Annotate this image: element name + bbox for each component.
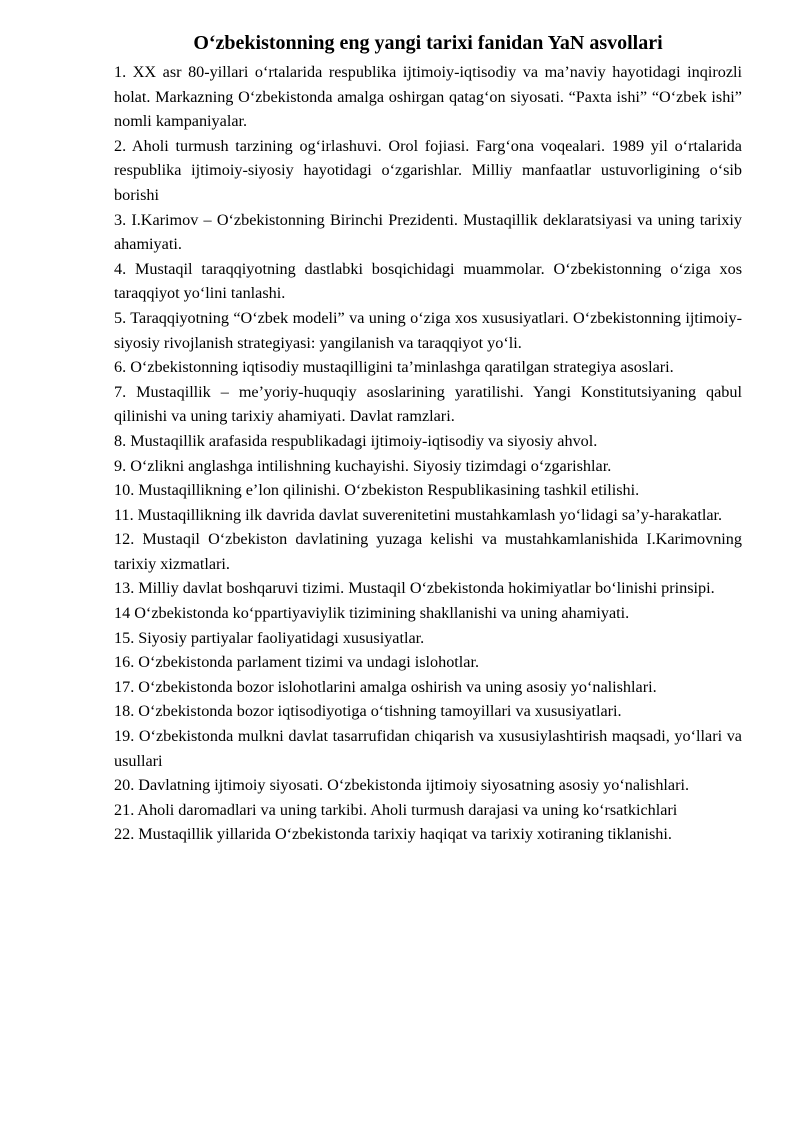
question-list [114,60,742,847]
question-item: 19. O‘zbekistonda mulkni davlat tasarrufidan chiqarish va xususiylashtirish maqsadi, yo‘llari va usullari [114,727,742,770]
question-item: 10. Mustaqillikning e’lon qilinishi. O‘zbekiston Respublikasining tashkil etilishi. [114,481,640,500]
question-item: 16. O‘zbekistonda parlament tizimi va undagi islohotlar. [114,653,480,672]
question-item: 18. O‘zbekistonda bozor iqtisodiyotiga o‘tishning tamoyillari va xususiyatlari. [114,702,622,721]
question-item: 12. Mustaqil O‘zbekiston davlatining yuzaga kelishi va mustahkamlanishida I.Karimovning tarixiy xizmatlari. [114,530,742,573]
question-item: 4. Mustaqil taraqqiyotning dastlabki bosqichidagi muammolar. O‘zbekistonning o‘ziga xos taraqqiyot yo‘lini tanlashi. [114,259,742,303]
question-item: 15. Siyosiy partiyalar faoliyatidagi xususiyatlar. [114,628,425,647]
question-item: 17. O‘zbekistonda bozor islohotlarini amalga oshirish va uning asosiy yo‘nalishlari. [114,677,657,696]
question-item: 6. O‘zbekistonning iqtisodiy mustaqilligini ta’minlashga qaratilgan strategiya asoslari. [114,358,674,377]
question-item: 11. Mustaqillikning ilk davrida davlat suverenitetini mustahkamlash yo‘lidagi sa’y-harakatlar. [114,505,723,524]
question-item: 22. Mustaqillik yillarida O‘zbekistonda tarixiy haqiqat va tarixiy xotiraning tiklanishi. [114,825,672,844]
question-item: 1. XX asr 80-yillari o‘rtalarida respublika ijtimoiy-iqtisodiy va ma’naviy hayotidagi inqirozli holat. Markazning O‘zbekistonda amalga oshirgan qatag‘on siyosati. “Paxta ishi” “O‘zbek ishi” nomli kampaniyalar. [114,63,742,131]
question-item: 21. Aholi daromadlari va uning tarkibi. Aholi turmush darajasi va uning ko‘rsatkichlari [114,800,678,819]
question-item: 2. Aholi turmush tarzining og‘irlashuvi. Orol fojiasi. Farg‘ona voqealari. 1989 yil o‘rtalarida respublika ijtimoiy-siyosiy hayotidagi o‘zgarishlar. Milliy manfaatlar ustuvorligining o‘sib borishi [114,136,742,204]
question-item: 3. I.Karimov – O‘zbekistonning Birinchi Prezidenti. Mustaqillik deklaratsiyasi va uning tarixiy ahamiyati. [114,210,742,254]
question-item: 7. Mustaqillik – me’yoriy-huquqiy asoslarining yaratilishi. Yangi Konstitutsiyaning qabul qilinishi va uning tarixiy ahamiyati. Davlat ramzlari. [114,382,742,426]
question-item: 20. Davlatning ijtimoiy siyosati. O‘zbekistonda ijtimoiy siyosatning asosiy yo‘nalishlari. [114,776,690,795]
question-item: 14 O‘zbekistonda ko‘ppartiyaviylik tizimining shakllanishi va uning ahamiyati. [114,604,630,623]
question-item: 13. Milliy davlat boshqaruvi tizimi. Mustaqil O‘zbekistonda hokimiyatlar bo‘linishi prinsipi. [114,579,715,598]
document-page [114,30,742,847]
question-item: 8. Mustaqillik arafasida respublikadagi ijtimoiy-iqtisodiy va siyosiy ahvol. [114,431,598,450]
question-item: 9. O‘zlikni anglashga intilishning kuchayishi. Siyosiy tizimdagi o‘zgarishlar. [114,456,612,475]
question-item: 5. Taraqqiyotning “O‘zbek modeli” va uning o‘ziga xos xususiyatlari. O‘zbekistonning ijtimoiy-siyosiy rivojlanish strategiyasi: yangilanish va taraqqiyot yo‘li. [114,308,742,352]
document-title: O‘zbekistonning eng yangi tarixi fanidan YaN asvollari [193,32,663,54]
